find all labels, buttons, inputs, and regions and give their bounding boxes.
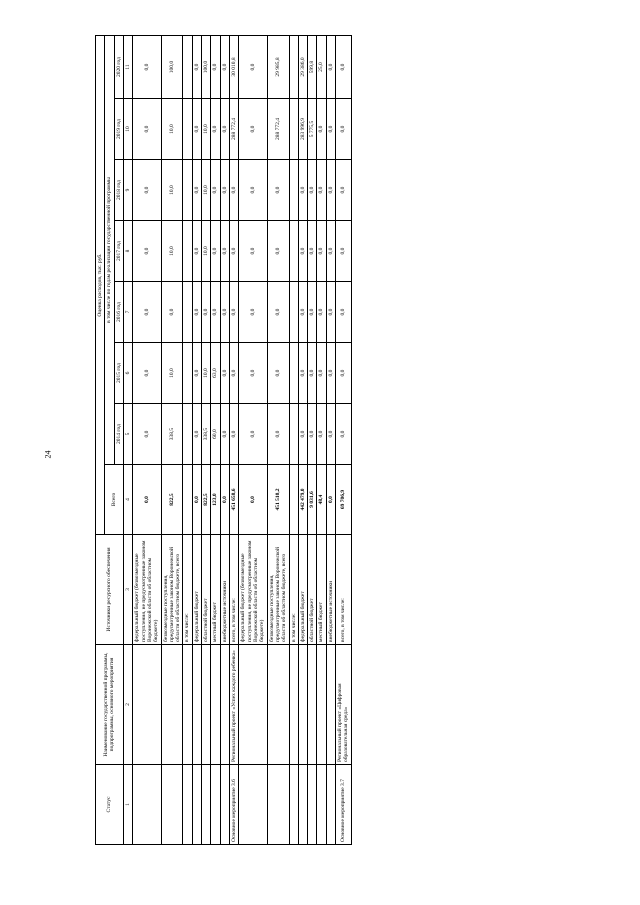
status-cell (308, 765, 317, 845)
table-row (308, 36, 317, 845)
source-cell: в том числе: (289, 535, 298, 645)
total-cell: 0,0 (133, 465, 161, 535)
year-cell: 0,0 (133, 221, 161, 282)
year-cell (183, 36, 192, 99)
year-cell: 0,0 (308, 404, 317, 465)
status-cell (192, 765, 201, 845)
year-cell: 10,0 (202, 221, 211, 282)
total-cell: 451 510,2 (267, 465, 289, 535)
year-cell: 0,0 (267, 160, 289, 221)
col-number: 3 (123, 535, 132, 645)
table-row (202, 36, 211, 845)
table-row (298, 36, 307, 845)
total-cell: 822,5 (202, 465, 211, 535)
year-cell: 288 772,4 (230, 99, 239, 160)
status-cell (183, 765, 192, 845)
year-cell: 0,0 (267, 404, 289, 465)
status-cell (298, 765, 307, 845)
year-cell: 0,0 (211, 221, 220, 282)
year-cell: 5 775,5 (308, 99, 317, 160)
year-cell: 60,0 (211, 404, 220, 465)
col-number: 10 (123, 99, 132, 160)
year-cell: 10,0 (161, 221, 183, 282)
year-cell: 29 386,0 (298, 36, 307, 99)
year-cell: 0,0 (239, 36, 267, 99)
source-cell: внебюджетные источники (220, 535, 229, 645)
total-cell: 0,0 (192, 465, 201, 535)
status-cell (267, 765, 289, 845)
name-cell (202, 645, 211, 765)
year-cell: 100,0 (161, 36, 183, 99)
year-cell: 30 010,8 (230, 36, 239, 99)
header-year: 2014 год (114, 404, 123, 465)
year-cell: 288 772,4 (267, 99, 289, 160)
table-row (336, 36, 352, 845)
table-row (220, 36, 229, 845)
col-number: 7 (123, 282, 132, 343)
year-cell: 0,0 (298, 160, 307, 221)
year-cell: 0,0 (326, 99, 335, 160)
name-cell (183, 645, 192, 765)
year-cell (289, 404, 298, 465)
table-row (211, 36, 220, 845)
source-cell: всего, в том числе: (230, 535, 239, 645)
source-cell: местный бюджет (211, 535, 220, 645)
table-row (267, 36, 289, 845)
year-cell: 338,5 (202, 404, 211, 465)
year-cell: 10,0 (161, 99, 183, 160)
year-cell: 100,0 (202, 36, 211, 99)
year-cell: 0,0 (326, 221, 335, 282)
source-cell: федеральный бюджет (безвозмездные поступления, не предусмотренные законом Воронежской области об областном бюджете) (133, 535, 161, 645)
name-cell: Региональный проект «Цифровая образовательная среда» (336, 645, 352, 765)
year-cell: 0,0 (239, 282, 267, 343)
status-cell (133, 765, 161, 845)
col-number: 5 (123, 404, 132, 465)
year-cell: 0,0 (230, 343, 239, 404)
header-year: 2017 год (114, 221, 123, 282)
year-cell: 0,0 (267, 282, 289, 343)
table-row (317, 36, 326, 845)
year-cell: 0,0 (326, 404, 335, 465)
year-cell: 0,0 (239, 404, 267, 465)
status-cell (220, 765, 229, 845)
year-cell: 0,0 (220, 36, 229, 99)
col-number: 6 (123, 343, 132, 404)
year-cell (289, 36, 298, 99)
year-cell: 0,0 (298, 282, 307, 343)
year-cell (289, 343, 298, 404)
year-cell: 0,0 (192, 404, 201, 465)
year-cell: 0,0 (308, 282, 317, 343)
status-cell (317, 765, 326, 845)
name-cell (192, 645, 201, 765)
year-cell: 0,0 (336, 99, 352, 160)
year-cell (289, 221, 298, 282)
table-row (133, 36, 161, 845)
year-cell: 0,0 (230, 160, 239, 221)
year-cell: 0,0 (308, 221, 317, 282)
table-row (326, 36, 335, 845)
year-cell: 338,5 (161, 404, 183, 465)
total-cell: 0,0 (326, 465, 335, 535)
source-cell: в том числе: (183, 535, 192, 645)
col-number: 1 (123, 765, 132, 845)
header-year: 2018 год (114, 160, 123, 221)
year-cell: 0,0 (239, 221, 267, 282)
year-cell: 0,0 (317, 343, 326, 404)
year-cell: 0,0 (336, 160, 352, 221)
source-cell: местный бюджет (317, 535, 326, 645)
table-row (289, 36, 298, 845)
table-row (183, 36, 192, 845)
year-cell: 0,0 (192, 343, 201, 404)
source-cell: безвозмездные поступления, предусмотренные законом Воронежской области об областном бюджете, всего (267, 535, 289, 645)
year-cell: 0,0 (336, 221, 352, 282)
page-number: 24 (43, 450, 53, 459)
year-cell: 0,0 (336, 282, 352, 343)
status-cell (239, 765, 267, 845)
year-cell: 29 985,8 (267, 36, 289, 99)
year-cell (183, 282, 192, 343)
year-cell: 0,0 (326, 36, 335, 99)
year-cell: 599,8 (308, 36, 317, 99)
rotated-table-container (95, 35, 615, 845)
header-by-years: в том числе по годам реализации государственной программы (105, 36, 114, 465)
total-cell (183, 465, 192, 535)
year-cell: 0,0 (267, 221, 289, 282)
year-cell: 0,0 (230, 221, 239, 282)
year-cell: 0,0 (133, 160, 161, 221)
year-cell: 0,0 (298, 221, 307, 282)
year-cell: 0,0 (317, 282, 326, 343)
name-cell (289, 645, 298, 765)
year-cell: 0,0 (220, 99, 229, 160)
year-cell (183, 99, 192, 160)
year-cell: 0,0 (211, 36, 220, 99)
table-row (230, 36, 239, 845)
year-cell: 0,0 (308, 160, 317, 221)
header-status: Статус (96, 765, 124, 845)
header-source: Источники ресурсного обеспечения (96, 535, 124, 645)
total-cell: 822,5 (161, 465, 183, 535)
header-name: Наименование государственной программы, подпрограммы, основного мероприятия (96, 645, 124, 765)
year-cell: 0,0 (317, 160, 326, 221)
year-cell: 10,0 (202, 343, 211, 404)
total-cell: 451 658,6 (230, 465, 239, 535)
year-cell (289, 282, 298, 343)
year-cell: 0,0 (211, 160, 220, 221)
status-cell (289, 765, 298, 845)
source-cell: безвозмездные поступления, предусмотренные законом Воронежской области об областном бюджете, всего (161, 535, 183, 645)
year-cell: 0,0 (298, 404, 307, 465)
year-cell: 0,0 (317, 404, 326, 465)
year-cell: 0,0 (336, 36, 352, 99)
year-cell: 0,0 (133, 99, 161, 160)
name-cell (317, 645, 326, 765)
year-cell: 10,0 (202, 160, 211, 221)
name-cell: Региональный проект «Успех каждого ребенка» (230, 645, 239, 765)
year-cell: 0,0 (220, 343, 229, 404)
status-cell (202, 765, 211, 845)
year-cell: 0,0 (133, 282, 161, 343)
year-cell: 0,0 (239, 343, 267, 404)
header-estimate: Оценка расходов, тыс. руб. (96, 36, 105, 535)
name-cell (298, 645, 307, 765)
name-cell (220, 645, 229, 765)
status-cell (326, 765, 335, 845)
year-cell: 0,0 (239, 99, 267, 160)
year-cell: 0,0 (326, 160, 335, 221)
year-cell: 0,0 (267, 343, 289, 404)
source-cell: областной бюджет (202, 535, 211, 645)
year-cell: 0,0 (133, 343, 161, 404)
year-cell: 0,0 (326, 282, 335, 343)
year-cell (183, 343, 192, 404)
name-cell (267, 645, 289, 765)
year-cell (183, 404, 192, 465)
status-cell: Основное мероприятие 3.6 (230, 765, 239, 845)
year-cell: 63,0 (211, 343, 220, 404)
year-cell: 0,0 (220, 221, 229, 282)
source-cell: областной бюджет (308, 535, 317, 645)
year-cell: 0,0 (220, 160, 229, 221)
year-cell: 0,0 (192, 36, 201, 99)
source-cell: федеральный бюджет (298, 535, 307, 645)
year-cell: 0,0 (211, 99, 220, 160)
year-cell: 0,0 (161, 282, 183, 343)
source-cell: федеральный бюджет (192, 535, 201, 645)
year-cell (289, 99, 298, 160)
year-cell: 0,0 (192, 99, 201, 160)
year-cell: 10,0 (161, 343, 183, 404)
year-cell: 0,0 (317, 221, 326, 282)
year-cell: 0,0 (133, 404, 161, 465)
budget-table (95, 35, 352, 845)
table-row (192, 36, 201, 845)
year-cell: 0,0 (326, 343, 335, 404)
col-number: 8 (123, 221, 132, 282)
header-year: 2020 год (114, 36, 123, 99)
col-number: 4 (123, 465, 132, 535)
year-cell: 0,0 (230, 404, 239, 465)
name-cell (211, 645, 220, 765)
year-cell: 0,0 (336, 343, 352, 404)
year-cell: 0,0 (298, 343, 307, 404)
col-number: 2 (123, 645, 132, 765)
status-cell: Основное мероприятие 3.7 (336, 765, 352, 845)
header-year: 2019 год (114, 99, 123, 160)
table-row (239, 36, 267, 845)
name-cell (133, 645, 161, 765)
year-cell: 0,0 (211, 282, 220, 343)
total-cell: 69 706,9 (336, 465, 352, 535)
year-cell: 0,0 (336, 404, 352, 465)
year-cell: 0,0 (308, 343, 317, 404)
year-cell (183, 221, 192, 282)
total-cell: 442 479,0 (298, 465, 307, 535)
source-cell: федеральный бюджет (безвозмездные поступления, не предусмотренные законом Воронежской области об областном бюджете) (239, 535, 267, 645)
document-page (95, 35, 615, 845)
year-cell: 0,0 (230, 282, 239, 343)
total-cell: 0,0 (220, 465, 229, 535)
total-cell: 48,4 (317, 465, 326, 535)
name-cell (239, 645, 267, 765)
table-row (161, 36, 183, 845)
year-cell (289, 160, 298, 221)
header-year: 2016 год (114, 282, 123, 343)
year-cell: 10,0 (202, 99, 211, 160)
col-number: 11 (123, 36, 132, 99)
year-cell: 10,0 (161, 160, 183, 221)
status-cell (211, 765, 220, 845)
name-cell (161, 645, 183, 765)
year-cell: 0,0 (220, 404, 229, 465)
year-cell: 0,0 (133, 36, 161, 99)
source-cell: всего, в том числе: (336, 535, 352, 645)
year-cell: 0,0 (317, 99, 326, 160)
status-cell (161, 765, 183, 845)
year-cell (183, 160, 192, 221)
year-cell: 283 996,9 (298, 99, 307, 160)
total-cell: 9 031,6 (308, 465, 317, 535)
year-cell: 0,0 (192, 160, 201, 221)
year-cell: 0,0 (239, 160, 267, 221)
total-cell: 0,0 (239, 465, 267, 535)
name-cell (308, 645, 317, 765)
year-cell: 25,0 (317, 36, 326, 99)
year-cell: 0,0 (192, 282, 201, 343)
source-cell: внебюджетные источники (326, 535, 335, 645)
header-total: Всего (105, 465, 124, 535)
year-cell: 0,0 (220, 282, 229, 343)
col-number: 9 (123, 160, 132, 221)
name-cell (326, 645, 335, 765)
total-cell (289, 465, 298, 535)
year-cell: 0,0 (202, 282, 211, 343)
year-cell: 0,0 (192, 221, 201, 282)
total-cell: 123,0 (211, 465, 220, 535)
header-year: 2015 год (114, 343, 123, 404)
